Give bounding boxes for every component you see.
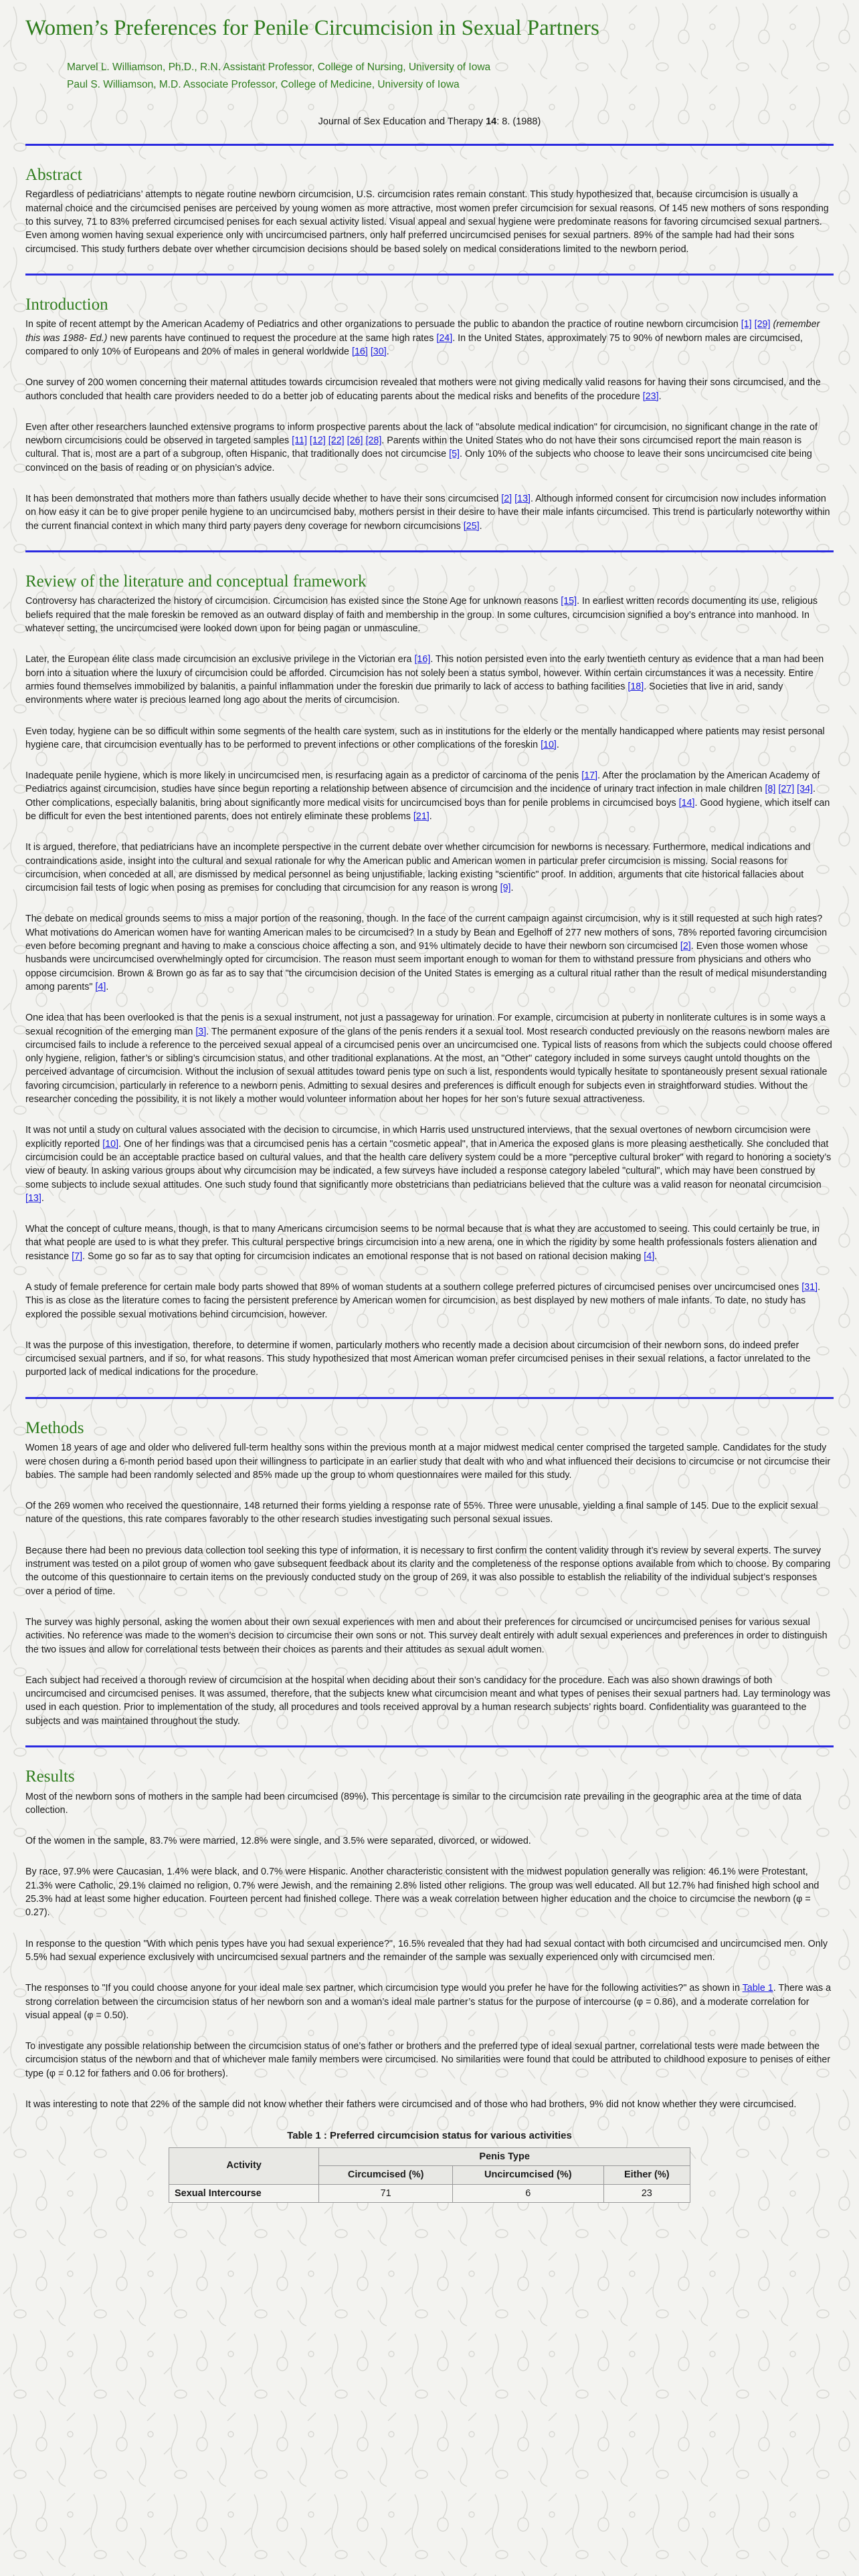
citation-link[interactable]: [18] (628, 681, 644, 692)
citation-link[interactable]: [34] (797, 784, 814, 795)
abstract-text: Regardless of pediatricians’ attempts to negate routine newborn circumcision, U.S. circumcision rates remain constant. This study hypothesized that, because circumcision is usually a maternal choice and the circumcised penises are perceived by young women as more attractive, most women prefer circumcision for sexual reasons. Of 145 new mothers of sons responding to this survey, 71 to 83% preferred circumcised penises for each sexual activity listed. Visual appeal and sexual hygiene were predominate reasons for favoring circumcised sexual partners. Even among women having sexual experience only with uncircumcised partners, only half preferred uncircumcised penises for sexual partners. 89% of the sample had had their sons circumcised. This study furthers debate over whether circumcision decisions should be based solely on medical considerations limited to the newborn period. (25, 189, 829, 255)
author-2: Paul S. Williamson, M.D. Associate Professor, College of Medicine, University of Iowa (67, 79, 460, 91)
review-paragraph: What the concept of culture means, though, is that to many Americans circumcision seems to be normal because that is what they are accustomed to seeing. This could certainly be true, in that what people are used to is what they prefer. This cultural perspective brings circumcision into a new arena, one in which the rigidity by some health professionals fosters alienation and resistance [7]. Some go so far as to say that opting for circumcision indicates an emotional response that is not based on rational decision making [4]. (25, 1224, 820, 1262)
review-paragraph: It is argued, therefore, that pediatricians have an incomplete perspective in the current debate over whether circumcision for newborns is necessary. Furthermore, medical indications and contraindications aside, insight into the cultural and sexual rationale for why the American public and American women in particular prefer circumcision is missing. Social reasons for circumcision, when conceded at all, are dismissed by medical personnel as being unjustifiable, lacking existing "scientific" proof. In addition, arguments that cite historical fallacies about circumcision fail tests of logic when posing as premises for concluding that circumcision for any reason is wrong [9]. (25, 842, 811, 894)
citation-link[interactable]: [9] (500, 883, 511, 894)
article-title: Women’s Preferences for Penile Circumcision in Sexual Partners (25, 16, 599, 40)
table-cell: 71 (319, 2184, 453, 2203)
review-paragraph: Inadequate penile hygiene, which is more likely in uncircumcised men, is resurfacing again as a predictor of carcinoma of the penis [17]. After the proclamation by the American Academy of Pediatrics against circumcision, studies have since begun reporting a relationship between absence of circumcision and the incidence of urinary tract infection in male children [8] [27] [34]. Other complications, especially balanitis, bring about significantly more medical visits for uncircumcised boys than for penile problems in circumcised boys [14]. Good hygiene, which itself can be difficult for even the best intentioned parents, does not entirely eliminate these problems [21]. (25, 770, 830, 822)
table-header-either: Either (%) (603, 2166, 690, 2185)
methods-paragraph: Because there had been no previous data collection tool seeking this type of information, it is necessary to first confirm the content validity through it’s review by several experts. The survey instrument was tested on a pilot group of women who gave subsequent feedback about its clarity and the completeness of the response options available from which to choose. By comparing the outcome of this questionnaire to certain items on the previously conducted study on the group of 269, it was also possible to establish the reliability of the individual subject’s responses over a period of time. (25, 1545, 831, 1597)
review-paragraph: It was the purpose of this investigation, therefore, to determine if women, particularly mothers who recently made a decision about circumcision of their newborn sons, do indeed prefer circumcised sexual partners, and if so, for what reasons. This study hypothesized that most American woman prefer circumcised penises in their sexual relations, a factor unrelated to the purported lack of medical indications for the procedure. (25, 1339, 811, 1378)
review-paragraph: Even today, hygiene can be so difficult within some segments of the health care system, such as in institutions for the elderly or the mentally handicapped where patients may resist personal hygiene care, that circumcision eventually has to be performed to prevent infections or other complications of the foreskin [10]. (25, 726, 825, 750)
results-paragraph: The responses to "If you could choose anyone for your ideal male sex partner, which circumcision type would you prefer he have for the following activities?" as shown in Table 1. There was a strong correlation between the circumcision status of her newborn son and a woman’s ideal male partner’s status for the purpose of intercourse (φ = 0.86), and a moderate correlation for visual appeal (φ = 0.50). (25, 1983, 832, 2021)
table-cell: 6 (453, 2184, 604, 2203)
intro-paragraph: Even after other researchers launched extensive programs to inform prospective parents about the lack of "absolute medical indication" for circumcision, no significant change in the rate of newborn circumcisions could be observed in targeted samples [11] [12] [22] [26] [28]. Parents within the United States who do not have their sons circumcised report the main reason is cultural. That is, most are a part of a subgroup, often Hispanic, that traditionally does not circumcise [5]. Only 10% of the subjects who choose to leave their sons uncircumcised cite being convinced on the basis of reading or on physician’s advice. (25, 421, 818, 473)
methods-paragraph: Each subject had received a thorough review of circumcision at the hospital when deciding about their son’s candidacy for the procedure. Each was also shown drawings of both uncircumcised and circumcised penises. It was assumed, therefore, that the subjects knew what circumcision meant and what types of penises their sexual partners had. Lay terminology was used in each question. Prior to implementation of the study, all procedures and tools received approval by a human research subjects’ rights board. Confidentiality was guaranteed to the subjects and was maintained throughout the study. (25, 1675, 831, 1727)
divider (25, 1397, 834, 1399)
divider (25, 274, 834, 276)
results-heading: Results (25, 1767, 75, 1786)
citation-link[interactable]: [5] (449, 449, 460, 460)
table-caption: Table 1 : Preferred circumcision status for various activities (287, 2130, 572, 2142)
review-paragraph: Controversy has characterized the history of circumcision. Circumcision has existed since the Stone Age for unknown reasons [15]. In earliest written records documenting its use, religious beliefs required that the male foreskin be removed as an outward display of faith and membership in the group. In some cultures, circumcision signified a boy’s entrance into manhood. In whatever setting, the uncircumcised were looked down upon for being pagan or unmasculine. (25, 596, 818, 635)
table-cell-activity: Sexual Intercourse (169, 2184, 319, 2203)
journal-citation: Journal of Sex Education and Therapy 14: 8. (1988) (318, 116, 541, 128)
methods-paragraph: The survey was highly personal, asking the women about their own sexual experiences with men and about their preferences for circumcised or uncircumcised penises for various sexual activities. No reference was made to the women’s decision to circumcise their own sons or not. This survey dealt entirely with adult sexual experiences and preferences in order to distinguish the two issues and allow for correlational tests between their choices as parents and their attitudes as sexual adult women. (25, 1616, 828, 1655)
table-row (169, 2184, 690, 2203)
table-header-circumcised: Circumcised (%) (319, 2166, 453, 2185)
table-header-uncircumcised: Uncircumcised (%) (453, 2166, 604, 2185)
citation-link[interactable]: [4] (644, 1251, 655, 1262)
divider (25, 550, 834, 552)
review-paragraph: It was not until a study on cultural values associated with the decision to circumcise, in which Harris used unstructured interviews, that the sexual overtones of newborn circumcision were explicitly reported [10]. One of her findings was that a circumcised penis has a certain "cosmetic appeal", that in America the exposed glans is more pleasing aesthetically. She concluded that circumcision could be an acceptable practice based on cultural values, and that the health care delivery system could be a more "perceptive cultural broker" with regard to honoring a society’s view of beauty. In asking various groups about why circumcision may be indicated, a few surveys have included a response category labeled "cultural", which may have been construed by some subjects to include sexual attitudes. One such study found that significantly more obstetricians than pediatricians believed that the culture was a valid reason for neonatal circumcision [13]. (25, 1125, 832, 1204)
citation-link[interactable]: [12] (309, 435, 326, 447)
citation-link[interactable]: [29] (754, 319, 771, 330)
citation-link[interactable]: [14] (678, 797, 695, 809)
review-paragraph: A study of female preference for certain male body parts showed that 89% of woman students at a southern college preferred pictures of circumcised penises over uncircumcised ones [31]. This is as close as the literature comes to facing the persistent preference by American women for circumcision, as best displayed by new mothers of male infants. To date, no study has explored the possible sexual motivations behind circumcision, however. (25, 1282, 821, 1320)
citation-link[interactable]: [23] (642, 391, 659, 402)
review-paragraph: The debate on medical grounds seems to miss a major portion of the reasoning, though. In the face of the current campaign against circumcision, why is it still requested at such high rates? What motivations do American women have for wanting American males to be circumcised? In a study by Bean and Egelhoff of 277 new mothers of sons, 78% reported favoring circumcision even before becoming pregnant and having to make a conscious choice affecting a son, and 91% ultimately decide to have their newborn son circumcised [2]. Even those women whose husbands were uncircumcised overwhelmingly opted for circumcision. The reason must seem important enough to woman for them to withstand pressure from physicians and others who oppose circumcision. Brown & Brown go as far as to say that "the circumcision decision of the United States is emerging as a cultural ritual rather than the result of medical misunderstanding among parents" [4]. (25, 914, 828, 992)
citation-link[interactable]: [13] (25, 1192, 41, 1204)
divider (25, 144, 834, 146)
table-link[interactable]: Table 1 (742, 1983, 773, 1994)
intro-paragraph: One survey of 200 women concerning their maternal attitudes towards circumcision revealed that mothers were not giving medically valid reasons for having their sons circumcised, and the authors concluded that health care providers needed to do a better job of educating parents about the medical risks and benefits of the procedure [23]. (25, 377, 821, 402)
citation-link[interactable]: [28] (365, 435, 382, 447)
citation-link[interactable]: [22] (328, 435, 345, 447)
citation-link[interactable]: [1] (741, 319, 752, 330)
citation-link[interactable]: [10] (541, 739, 557, 750)
results-paragraph: To investigate any possible relationship between the circumcision status of one’s father or brothers and the preferred type of ideal sexual partner, correlational tests were made between the circumcision status of the newborn and that of whichever male family members were circumcised. No similarities were found that could be attributed to childhood exposure to penises of either type (φ = 0.12 for fathers and 0.06 for brothers). (25, 2041, 831, 2079)
citation-link[interactable]: [4] (95, 981, 106, 992)
citation-link[interactable]: [17] (581, 770, 598, 782)
results-paragraph: It was interesting to note that 22% of the sample did not know whether their fathers were circumcised and of those who had brothers, 9% did not know whether they were circumcised. (25, 2099, 797, 2110)
abstract-heading: Abstract (25, 165, 82, 184)
citation-link[interactable]: [27] (778, 784, 795, 795)
citation-link[interactable]: [31] (801, 1282, 818, 1293)
review-heading: Review of the literature and conceptual framework (25, 572, 367, 591)
citation-link[interactable]: [2] (501, 494, 512, 505)
citation-link[interactable]: [26] (347, 435, 363, 447)
citation-link[interactable]: [3] (195, 1026, 207, 1037)
divider (25, 1745, 834, 1747)
table-cell: 23 (603, 2184, 690, 2203)
results-paragraph: Most of the newborn sons of mothers in the sample had been circumcised (89%). This percentage is similar to the circumcision rate prevailing in the geographic area at the time of data collection. (25, 1791, 801, 1816)
citation-link[interactable]: [24] (436, 332, 453, 344)
review-paragraph: Later, the European élite class made circumcision an exclusive privilege in the Victorian era [16]. This notion persisted even into the early twentieth century as evidence that a man had been born into a situation where the luxury of circumcision could be afforded. Circumcision has not solely been a status symbol, however. Within certain circumstances it was a necessity. Entire armies found themselves immobilized by balanitis, a painful inflammation under the foreskin due primarily to lack of access to bathing facilities [18]. Societies that live in arid, sandy environments where water is precious learned long ago about the merits of circumcision. (25, 654, 824, 706)
citation-link[interactable]: [8] (765, 784, 776, 795)
methods-paragraph: Of the 269 women who received the questionnaire, 148 returned their forms yielding a response rate of 55%. Three were unusable, yielding a final sample of 145. Due to the explicit sexual nature of the questions, this rate compares favorably to the other research studies investigating such personal sexual issues. (25, 1501, 818, 1525)
citation-link[interactable]: [15] (561, 596, 577, 607)
introduction-heading: Introduction (25, 295, 108, 314)
citation-link[interactable]: [25] (463, 520, 480, 532)
methods-paragraph: Women 18 years of age and older who delivered full-term healthy sons within the previous month at a major midwest medical center comprised the targeted sample. Candidates for the study were chosen during a 6-month period based upon their willingness to participate in an earlier study that dealt with who and what influenced their decisions to circumcise or not circumcise their babies. The sample had been randomly selected and 85% made up the group to whom questionnaires were mailed for this study. (25, 1442, 831, 1481)
citation-link[interactable]: [13] (514, 494, 531, 505)
review-paragraph: One idea that has been overlooked is that the penis is a sexual instrument, not just a passageway for urination. For example, circumcision at puberty in nonliterate cultures is in some ways a sexual recognition of the emerging man [3]. The permanent exposure of the glans of the penis renders it a sexual tool. Most research conducted previously on the reasons newborn males are circumcised fails to include a reference to the perceived sexual appeal of a circumcised penis over an uncircumcised one. Typical lists of reasons from which the subjects could choose offered only hygiene, religion, father’s or sibling’s circumcision status, and other traditional explanations. At the most, an "Other" category included in some surveys caught untold thoughts on the perceived advantage of circumcision. Without the inclusion of sexual attitudes toward penis type on such a list, respondents would typically hesitate to spontaneously present sexual rationale favoring circumcision, particularly in reference to a newborn penis. Admitting to sexual desires and preferences is difficult enough for subjects even in straightforward studies. Without the researcher conceding the possibility, it is not likely a mother would volunteer information about her hopes for her son’s future sexual attractiveness. (25, 1012, 832, 1105)
preference-table (169, 2147, 690, 2204)
intro-paragraph: It has been demonstrated that mothers more than fathers usually decide whether to have their sons circumcised [2] [13]. Although informed consent for circumcision now includes information on how easy it can be to give proper penile hygiene to an uncircumcised baby, mothers persist in their desire to have their male infants circumcised. This trend is particularly noteworthy within the current financial context in which many third party payers deny coverage for newborn circumcisions [25]. (25, 494, 830, 532)
author-1: Marvel L. Williamson, Ph.D., R.N. Assistant Professor, College of Nursing, University of Iowa (67, 62, 491, 74)
methods-heading: Methods (25, 1418, 84, 1437)
citation-link[interactable]: [10] (102, 1138, 119, 1150)
citation-link[interactable]: [16] (351, 346, 368, 357)
table-header-activity: Activity (169, 2147, 319, 2184)
results-paragraph: In response to the question "With which penis types have you had sexual experience?", 16.5% revealed that they had had sexual contact with both circumcised and uncircumcised men. Only 5.5% had sexual experience exclusively with uncircumcised sexual partners and the remainder of the sample was sexually experienced only with circumcised men. (25, 1938, 828, 1963)
table-header-group: Penis Type (319, 2147, 690, 2166)
results-paragraph: By race, 97.9% were Caucasian, 1.4% were black, and 0.7% were Hispanic. Another characteristic consistent with the midwest population generally was religion: 46.1% were Protestant, 21.3% were Catholic, 29.1% claimed no religion, 0.7% were Jewish, and the remaining 2.8% listed other religions. The group was well educated. All but 12.7% had finished high school and 25.3% had at least some higher education. Fourteen percent had finished college. There was a weak correlation between higher education and the choice to circumcise the newborn (φ = 0.27). (25, 1866, 820, 1919)
citation-link[interactable]: [7] (72, 1251, 83, 1262)
citation-link[interactable]: [21] (413, 811, 430, 822)
citation-link[interactable]: [16] (414, 654, 431, 665)
citation-link[interactable]: [11] (292, 435, 307, 447)
intro-paragraph: In spite of recent attempt by the American Academy of Pediatrics and other organizations to persuade the public to abandon the practice of routine newborn circumcision [1] [29] (remember this was 1988- Ed.) new parents have continued to request the procedure at the same high rates [24]. In the United States, approximately 75 to 90% of newborn males are circumcised, compared to only 10% of Europeans and 20% of males in general worldwide [16] [30]. (25, 319, 820, 357)
citation-link[interactable]: [2] (680, 941, 691, 952)
results-paragraph: Of the women in the sample, 83.7% were married, 12.8% were single, and 3.5% were separated, divorced, or widowed. (25, 1836, 531, 1847)
citation-link[interactable]: [30] (370, 346, 387, 357)
